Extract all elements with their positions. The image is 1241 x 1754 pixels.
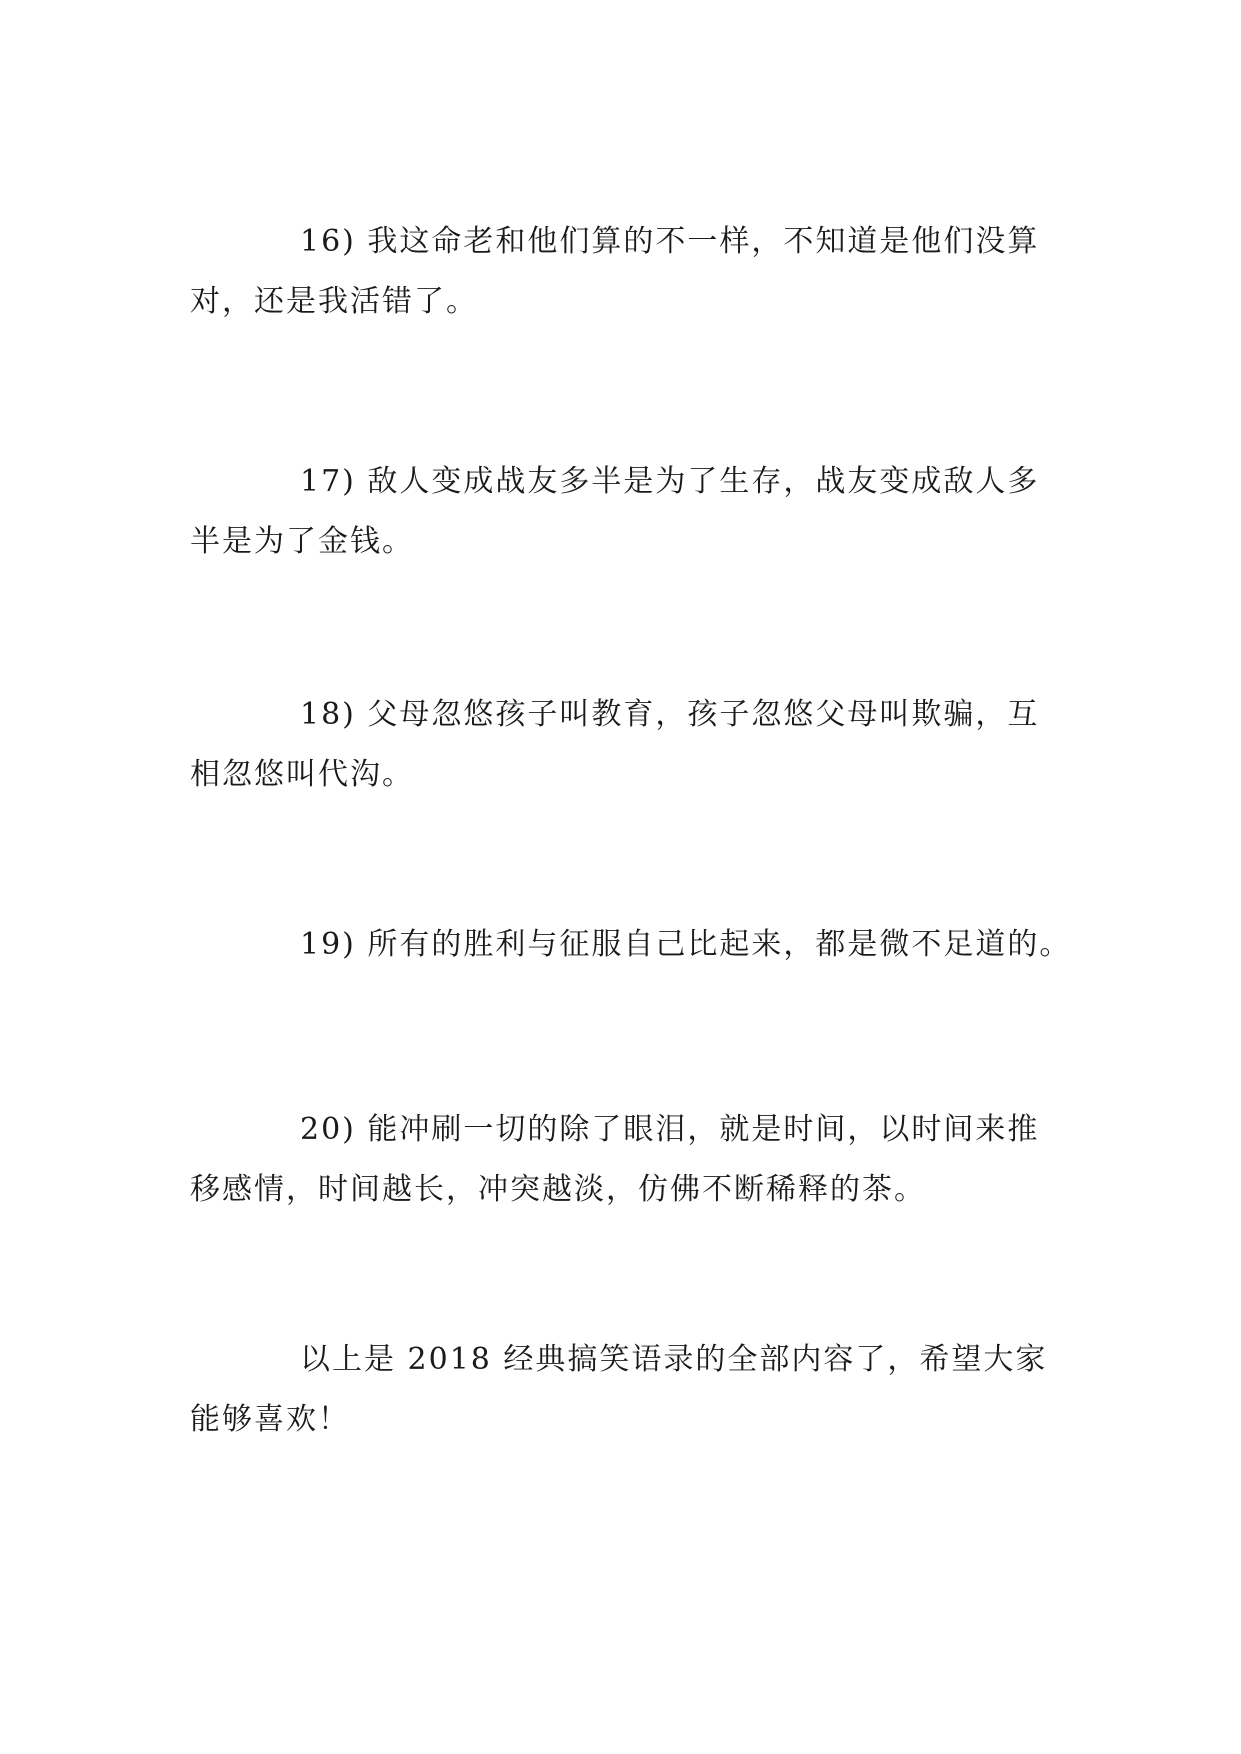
quote-paragraph-20: 20) 能冲刷一切的除了眼泪，就是时间，以时间来推移感情，时间越长，冲突越淡，仿佛不断稀释的茶。 bbox=[190, 1112, 1040, 1207]
closing-paragraph: 以上是 2018 经典搞笑语录的全部内容了，希望大家能够喜欢！ bbox=[190, 1342, 1048, 1437]
quote-paragraph-19: 19) 所有的胜利与征服自己比起来，都是微不足道的。 bbox=[300, 927, 1072, 962]
quote-paragraph-18: 18) 父母忽悠孩子叫教育，孩子忽悠父母叫欺骗，互相忽悠叫代沟。 bbox=[190, 697, 1040, 792]
quote-paragraph-16: 16) 我这命老和他们算的不一样，不知道是他们没算对，还是我活错了。 bbox=[190, 224, 1040, 319]
quote-paragraph-17: 17) 敌人变成战友多半是为了生存，战友变成敌人多半是为了金钱。 bbox=[190, 464, 1040, 559]
